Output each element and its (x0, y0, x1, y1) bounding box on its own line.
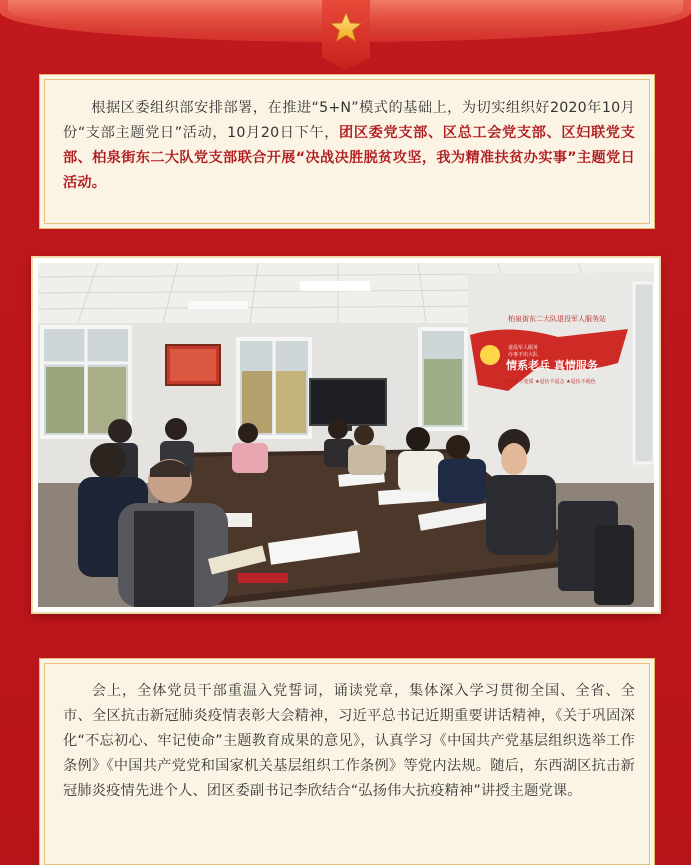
meeting-photo-illustration (38, 263, 654, 607)
body-card (44, 663, 650, 865)
poster-title: 柏泉街东二大队退役军人服务站 (508, 315, 606, 323)
meeting-photo-frame (33, 258, 659, 612)
poster-small-line-1: 退役军人服务 (508, 345, 539, 351)
intro-paragraph (63, 96, 635, 196)
meeting-photo (38, 263, 654, 607)
intro-card (44, 79, 650, 224)
poster-bottom-line: ★思想不变质 ★退伍不退志 ★退伍不褪色 (504, 379, 596, 385)
red-star-icon (330, 12, 362, 44)
poster-slogan: 情系老兵 真情服务 (506, 359, 598, 372)
intro-highlight: 团区委党支部、区总工会党支部、区妇联党支部、柏泉街东二大队党支部联合开展“决战决胜脱贫攻坚，我为精准扶贫办实事”主题党日活动。 (63, 125, 635, 191)
intro-text: 根据区委组织部安排部署，在推进“5+N”模式的基础上，为切实组织好2020年10月份“支部主题党日”活动，10月20日下午， (63, 100, 635, 141)
poster-small-line-2: 办事不出大队 (508, 352, 539, 358)
body-text: 会上，全体党员干部重温入党誓词，诵读党章，集体深入学习贯彻全国、全省、全市、全区抗击新冠肺炎疫情表彰大会精神，习近平总书记近期重要讲话精神，《关于巩固深化“不忘初心、牢记使命”主题教育成果的意见》，认真学习《中国共产党基层组织选举工作条例》《中国共产党党和国家机关基层组织工作条例》等党内法规。随后，东西湖区抗击新冠肺炎疫情先进个人、团区委副书记李欣结合“弘扬伟大抗疫精神”讲授主题党课。 (63, 683, 635, 799)
body-paragraph (63, 679, 635, 804)
